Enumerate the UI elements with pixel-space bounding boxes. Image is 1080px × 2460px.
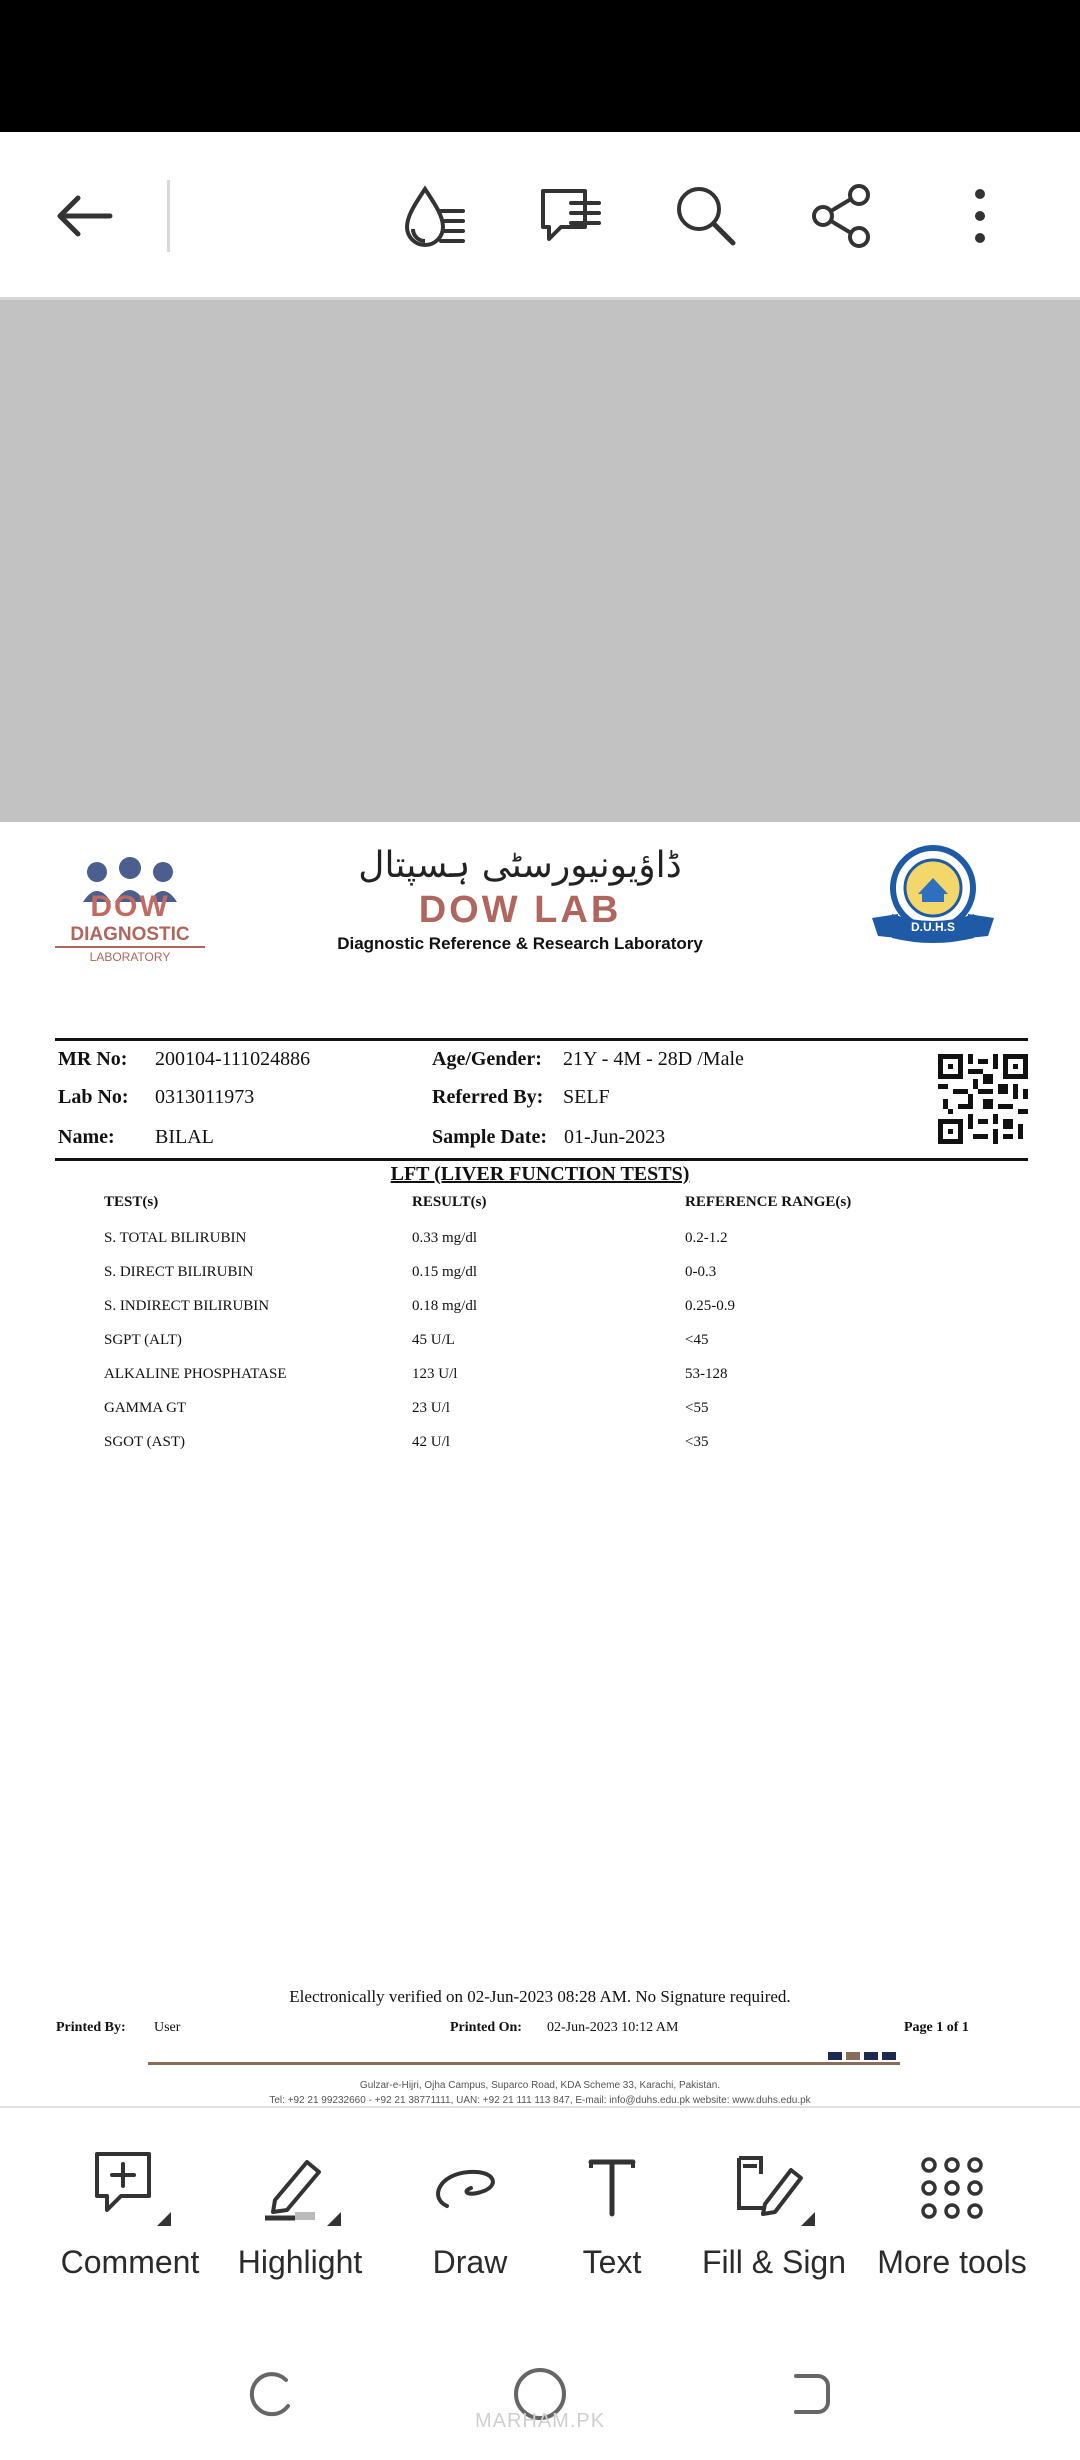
highlighter-icon — [255, 2146, 345, 2230]
test-results-table — [104, 1194, 924, 1468]
test-result: 42 U/l — [412, 1434, 450, 1450]
fill-sign-tool-label: Fill & Sign — [701, 2244, 847, 2280]
name-label: Name: — [58, 1126, 115, 1148]
lab-subtitle: Diagnostic Reference & Research Laboratory — [337, 934, 703, 953]
test-name: ALKALINE PHOSPHATASE — [104, 1366, 287, 1382]
test-reference: 0.2-1.2 — [685, 1230, 728, 1246]
highlight-tool-button[interactable] — [230, 2146, 370, 2296]
comment-add-icon — [85, 2146, 175, 2230]
column-header-test: TEST(s) — [104, 1194, 159, 1210]
report-title: LFT (LIVER FUNCTION TESTS) — [390, 1163, 690, 1185]
test-reference: <45 — [685, 1332, 709, 1348]
draw-icon — [425, 2146, 515, 2230]
highlight-tool-label: Highlight — [237, 2244, 363, 2280]
more-tools-label: More tools — [877, 2244, 1027, 2280]
share-icon[interactable] — [800, 174, 884, 258]
bottom-tools-bar — [0, 2106, 1080, 2328]
left-logo-diagnostic: DIAGNOSTIC — [70, 924, 190, 945]
mr-label: MR No: — [58, 1048, 128, 1070]
table-row — [104, 1230, 924, 1264]
sample-date-label: Sample Date: — [432, 1126, 547, 1148]
test-result: 0.33 mg/dl — [412, 1230, 478, 1246]
test-reference: <35 — [685, 1434, 709, 1450]
referred-by-label: Referred By: — [432, 1086, 544, 1108]
age-gender-value: 21Y - 4M - 28D /Male — [563, 1048, 744, 1070]
draw-tool-label: Draw — [432, 2244, 508, 2280]
top-toolbar — [0, 132, 1080, 300]
text-icon — [567, 2146, 657, 2230]
table-row — [104, 1400, 924, 1434]
duhs-seal-logo — [868, 844, 998, 964]
lab-no-value: 0313011973 — [155, 1086, 255, 1108]
footer-rule — [148, 2062, 900, 2065]
test-result: 45 U/L — [412, 1332, 455, 1348]
name-value: BILAL — [155, 1126, 214, 1148]
back-arrow-icon[interactable] — [42, 174, 126, 258]
back-nav-icon[interactable] — [778, 2362, 842, 2426]
right-logo-text: D.U.H.S — [910, 920, 955, 934]
table-row — [104, 1298, 924, 1332]
comments-icon[interactable] — [528, 174, 612, 258]
left-logo-text: DOW — [90, 890, 170, 923]
lab-name: DOW LAB — [418, 889, 622, 931]
urdu-title: ڈاؤیونیورسٹی ہسپتال — [358, 845, 682, 886]
more-tools-button[interactable] — [868, 2146, 1036, 2296]
comment-tool-label: Comment — [60, 2244, 200, 2280]
toolbar-divider — [167, 180, 170, 252]
lab-no-label: Lab No: — [58, 1086, 129, 1108]
table-row — [104, 1366, 924, 1400]
test-name: S. DIRECT BILIRUBIN — [104, 1264, 254, 1280]
more-options-icon[interactable] — [938, 174, 1022, 258]
qr-code — [938, 1054, 1028, 1144]
read-mode-icon[interactable] — [392, 174, 476, 258]
printed-on-label: Printed On: — [450, 2020, 522, 2035]
system-navigation-bar — [0, 2328, 1080, 2460]
lab-header — [300, 844, 740, 956]
footer-decoration — [828, 2052, 896, 2060]
sample-date-value: 01-Jun-2023 — [564, 1126, 666, 1148]
contact-line: Tel: +92 21 99232660 - +92 21 38771111, UAN: +92 21 111 113 847, E-mail: info@duhs.edu.pk website: www.duhs.edu.pk — [269, 2095, 811, 2106]
test-result: 123 U/l — [412, 1366, 458, 1382]
test-name: S. INDIRECT BILIRUBIN — [104, 1298, 270, 1314]
age-gender-label: Age/Gender: — [432, 1048, 542, 1070]
printed-by-value: User — [154, 2020, 181, 2035]
status-bar — [0, 0, 1080, 132]
printed-on-value: 02-Jun-2023 10:12 AM — [547, 2020, 679, 2035]
text-tool-label: Text — [582, 2244, 642, 2280]
test-result: 0.15 mg/dl — [412, 1264, 478, 1280]
pdf-page — [0, 822, 1080, 2182]
test-name: SGOT (AST) — [104, 1434, 185, 1450]
printed-by-label: Printed By: — [56, 2020, 126, 2035]
mr-value: 200104-111024886 — [155, 1048, 311, 1070]
test-reference: 53-128 — [685, 1366, 728, 1382]
test-name: SGPT (ALT) — [104, 1332, 182, 1348]
test-result: 23 U/l — [412, 1400, 450, 1416]
referred-by-value: SELF — [563, 1086, 610, 1108]
table-row — [104, 1332, 924, 1366]
left-logo-laboratory: LABORATORY — [55, 946, 205, 964]
column-header-result: RESULT(s) — [412, 1194, 487, 1210]
test-name: S. TOTAL BILIRUBIN — [104, 1230, 247, 1246]
fill-sign-tool-button[interactable] — [696, 2146, 852, 2296]
test-reference: <55 — [685, 1400, 709, 1416]
header-rule-bottom — [55, 1158, 1028, 1161]
search-icon[interactable] — [664, 174, 748, 258]
document-viewer[interactable] — [0, 300, 1080, 2106]
verification-note: Electronically verified on 02-Jun-2023 08:28 AM. No Signature required. — [289, 1987, 791, 2006]
table-row — [104, 1264, 924, 1298]
test-name: GAMMA GT — [104, 1400, 187, 1416]
address-line: Gulzar-e-Hijri, Ojha Campus, Suparco Road, KDA Scheme 33, Karachi, Pakistan. — [359, 2080, 721, 2091]
grid-icon — [907, 2146, 997, 2230]
table-row — [104, 1434, 924, 1468]
text-tool-button[interactable] — [542, 2146, 682, 2296]
draw-tool-button[interactable] — [400, 2146, 540, 2296]
column-header-reference: REFERENCE RANGE(s) — [685, 1194, 852, 1210]
comment-tool-button[interactable] — [60, 2146, 200, 2296]
test-reference: 0.25-0.9 — [685, 1298, 735, 1314]
header-rule-top — [55, 1038, 1028, 1041]
recent-apps-icon[interactable] — [238, 2362, 302, 2426]
table-header-row — [104, 1194, 924, 1230]
test-result: 0.18 mg/dl — [412, 1298, 478, 1314]
watermark: MARHAM.PK — [474, 2410, 606, 2432]
dow-diagnostic-logo — [55, 850, 205, 970]
page-number: Page 1 of 1 — [904, 2020, 969, 2035]
test-reference: 0-0.3 — [685, 1264, 717, 1280]
fill-sign-icon — [729, 2146, 819, 2230]
